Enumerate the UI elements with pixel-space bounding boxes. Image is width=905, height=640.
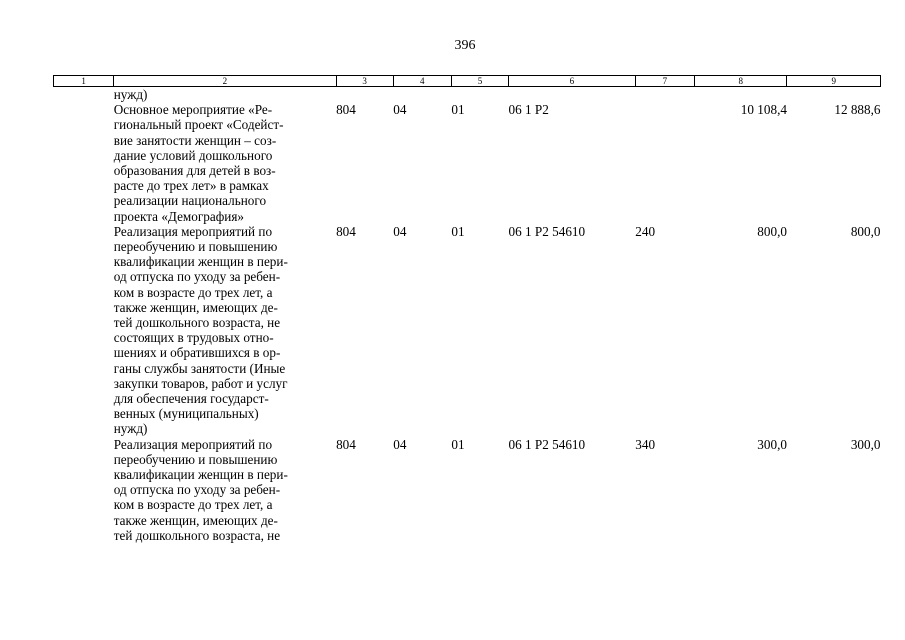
budget-table [53,75,881,543]
description-line: проекта «Демография» [113,208,244,224]
header-row [54,76,881,87]
description-line: реализации национального [113,193,267,209]
description-line: ком в возрасте до трех лет, а [113,284,273,300]
description-line: переобучению и повышению [113,239,278,255]
cell-subsection: 01 [451,223,465,239]
cell-chapter: 804 [336,223,356,239]
cell-amount-year-1: 10 108,4 [740,102,787,118]
cell-amount-year-1: 800,0 [757,223,787,239]
cell-section: 04 [393,223,407,239]
table-row [54,102,881,224]
cell-chapter [336,87,393,103]
description-line: состоящих в трудовых отно- [113,330,274,346]
table-body [54,87,881,544]
table-row [54,437,881,543]
row-description [114,102,336,224]
cell-target-article: 06 1 P2 54610 [508,436,586,452]
cell-col-1 [54,102,114,224]
page-number: 396 [454,38,476,53]
cell-amount-year-2: 800,0 [850,223,881,239]
cell-amount-year-2 [787,87,881,103]
header-cell-1: 1 [54,76,114,87]
description-line: расте до трех лет» в рамках [113,178,269,194]
cell-chapter: 804 [336,102,356,118]
description-line: тей дошкольного возраста, не [113,527,281,543]
cell-chapter: 804 [336,436,356,452]
description-line: од отпуска по уходу за ребен- [113,269,281,285]
description-line: Реализация мероприятий по [113,223,273,239]
row-description [114,87,336,103]
cell-subsection [451,87,508,103]
cell-col-1 [54,87,114,103]
header-cell-6: 6 [509,76,636,87]
cell-amount-year-1: 300,0 [757,436,787,452]
cell-amount-year-2: 300,0 [850,436,881,452]
header-cell-5: 5 [451,76,508,87]
description-line: квалификации женщин в пери- [113,467,288,483]
cell-expense-type [635,102,694,224]
description-line: тей дошкольного возраста, не [113,315,281,331]
table-row [54,224,881,437]
cell-target-article [509,87,636,103]
description-line: ком в возрасте до трех лет, а [113,497,273,513]
description-line: Реализация мероприятий по [113,436,273,452]
header-cell-4: 4 [393,76,451,87]
cell-expense-type [635,87,694,103]
cell-target-article: 06 1 P2 [508,102,549,118]
cell-col-1 [54,224,114,437]
cell-target-article: 06 1 P2 54610 [508,223,586,239]
header-cell-9: 9 [787,76,881,87]
description-line: закупки товаров, работ и услуг [113,375,288,391]
header-cell-8: 8 [695,76,787,87]
cell-section [393,87,451,103]
description-line: ганы службы занятости (Иные [113,360,286,376]
header-cell-3: 3 [336,76,393,87]
cell-subsection: 01 [451,102,465,118]
description-line: вие занятости женщин – соз- [113,132,277,148]
cell-amount-year-2: 12 888,6 [834,102,881,118]
description-line: образования для детей в воз- [113,163,276,179]
description-line: нужд) [113,87,148,102]
row-description [114,224,336,437]
description-line: од отпуска по уходу за ребен- [113,482,281,498]
cell-expense-type: 240 [635,223,656,239]
cell-col-1 [54,437,114,543]
cell-expense-type: 340 [635,436,656,452]
description-line: нужд) [113,421,148,437]
description-line: переобучению и повышению [113,451,278,467]
description-line: Основное мероприятие «Ре- [113,102,273,118]
cell-subsection: 01 [451,436,465,452]
cell-amount-year-1 [695,87,787,103]
cell-section: 04 [393,436,407,452]
description-line: квалификации женщин в пери- [113,254,288,270]
header-cell-2: 2 [114,76,336,87]
description-line: также женщин, имеющих де- [113,512,278,528]
table-row [54,87,881,103]
description-line: гиональный проект «Содейст- [113,117,284,133]
description-line: для обеспечения государст- [113,391,269,407]
cell-section: 04 [393,102,407,118]
row-description [114,437,336,543]
description-line: дание условий дошкольного [113,147,273,163]
header-cell-7: 7 [635,76,694,87]
description-line: венных (муниципальных) [113,406,259,422]
description-line: также женщин, имеющих де- [113,299,278,315]
description-line: шениях и обратившихся в ор- [113,345,281,361]
